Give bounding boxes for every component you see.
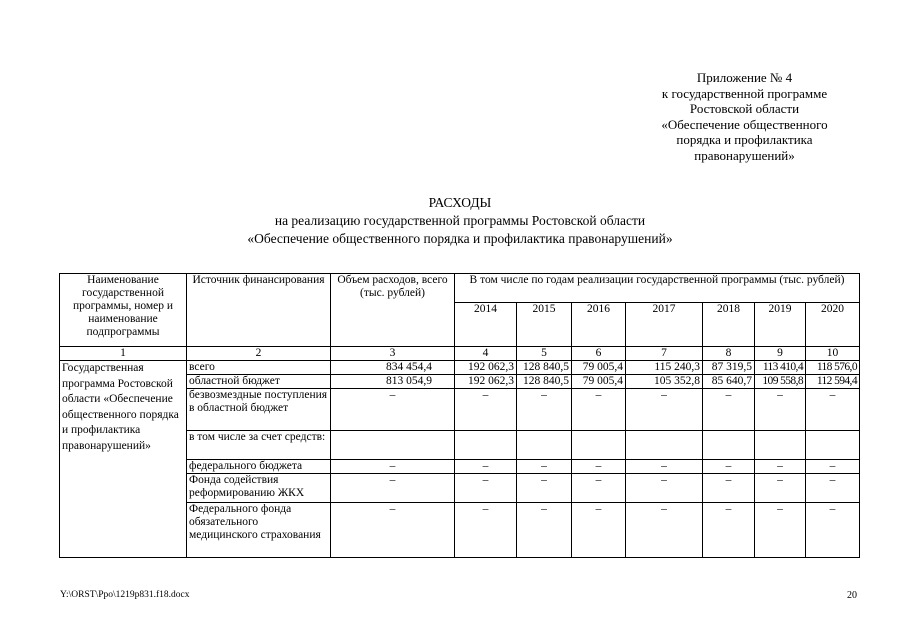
row-year-value: – [517,460,572,474]
row-total: – [331,503,455,558]
title-line-2: «Обеспечение общественного порядка и профилактика правонарушений» [247,231,673,246]
row-year-value: – [572,460,626,474]
header-years-group: В том числе по годам реализации государственной программы (тыс. рублей) [455,274,860,303]
appendix-line: Приложение № 4 [696,70,793,85]
title-line-1: на реализацию государственной программы Ростовской области [274,213,646,228]
row-total: 834 454,4 [331,361,455,375]
row-year-value [755,431,806,460]
header-year: 2018 [703,303,755,347]
appendix-line: порядка и профилактика [676,132,813,147]
header-year: 2020 [806,303,860,347]
row-year-value: – [572,503,626,558]
column-number-row [60,347,860,361]
expenses-table [59,273,860,558]
row-year-value: 128 840,5 [517,361,572,375]
header-year: 2019 [755,303,806,347]
row-year-value: – [517,389,572,431]
appendix-line: Ростовской области [689,101,800,116]
row-year-value: – [755,474,806,503]
row-year-value: 112 594,4 [806,375,860,389]
header-year: 2017 [626,303,703,347]
row-year-value: – [572,474,626,503]
row-year-value: – [806,460,860,474]
row-year-value: – [755,389,806,431]
row-year-value: – [806,474,860,503]
row-year-value [517,431,572,460]
header-year: 2014 [455,303,517,347]
row-total: – [331,474,455,503]
row-year-value [806,431,860,460]
header-total: Объем расходов, всего (тыс. рублей) [331,274,455,347]
row-total: 813 054,9 [331,375,455,389]
row-source: Фонда содействия реформированию ЖКХ [187,474,331,503]
row-year-value [703,431,755,460]
row-year-value: 109 558,8 [755,375,806,389]
row-year-value: – [703,389,755,431]
program-name: Государственная программа Ростовской области «Обеспечение общественного порядка и профилактика правонарушений» [60,361,187,558]
row-year-value: – [455,474,517,503]
row-year-value: 79 005,4 [572,375,626,389]
row-total: – [331,460,455,474]
column-number: 5 [517,347,572,361]
row-year-value: – [703,503,755,558]
row-year-value [626,431,703,460]
column-number: 10 [806,347,860,361]
row-year-value: 118 576,0 [806,361,860,375]
row-year-value [455,431,517,460]
row-year-value: 87 319,5 [703,361,755,375]
column-number: 8 [703,347,755,361]
header-row [60,274,860,303]
row-total: – [331,389,455,431]
document-title [150,194,770,248]
row-year-value [572,431,626,460]
row-year-value: – [806,389,860,431]
row-year-value: 85 640,7 [703,375,755,389]
row-source: федерального бюджета [187,460,331,474]
header-year: 2016 [572,303,626,347]
row-year-value: 113 410,4 [755,361,806,375]
row-source: в том числе за счет средств: [187,431,331,460]
row-year-value: – [626,460,703,474]
row-year-value: 192 062,3 [455,361,517,375]
header-year: 2015 [517,303,572,347]
table-row [60,361,860,375]
column-number: 3 [331,347,455,361]
appendix-line: правонарушений» [694,147,795,163]
row-year-value: – [626,389,703,431]
row-year-value: 192 062,3 [455,375,517,389]
footer-page-number: 20 [847,590,857,601]
row-year-value: – [572,389,626,431]
column-number: 4 [455,347,517,361]
row-source: областной бюджет [187,375,331,389]
title-heading: РАСХОДЫ [428,195,492,210]
row-year-value: – [703,460,755,474]
row-year-value: 79 005,4 [572,361,626,375]
row-year-value: – [703,474,755,503]
header-source: Источник финансирования [187,274,331,347]
appendix-line: «Обеспечение общественного [661,116,828,132]
row-year-value: 105 352,8 [626,375,703,389]
appendix-line: к государственной программе [661,85,828,101]
row-year-value: – [626,503,703,558]
row-year-value: – [517,474,572,503]
row-year-value: – [455,460,517,474]
row-year-value: – [626,474,703,503]
column-number: 7 [626,347,703,361]
row-source: Федерального фонда обязательного медицинского страхования [187,503,331,558]
row-source: всего [187,361,331,375]
row-year-value: – [755,503,806,558]
column-number: 1 [60,347,187,361]
column-number: 6 [572,347,626,361]
row-year-value: 128 840,5 [517,375,572,389]
row-year-value: – [455,389,517,431]
row-year-value: – [517,503,572,558]
footer-file-path: Y:\ORST\Ppo\1219p831.f18.docx [60,590,190,600]
row-year-value: – [455,503,517,558]
header-name: Наименование государственной программы, номер и наименование подпрограммы [60,274,187,347]
row-year-value: – [755,460,806,474]
column-number: 9 [755,347,806,361]
row-year-value: – [806,503,860,558]
column-number: 2 [187,347,331,361]
row-year-value: 115 240,3 [626,361,703,375]
row-source: безвозмездные поступления в областной бюджет [187,389,331,431]
row-total [331,431,455,460]
appendix-block [632,70,857,163]
